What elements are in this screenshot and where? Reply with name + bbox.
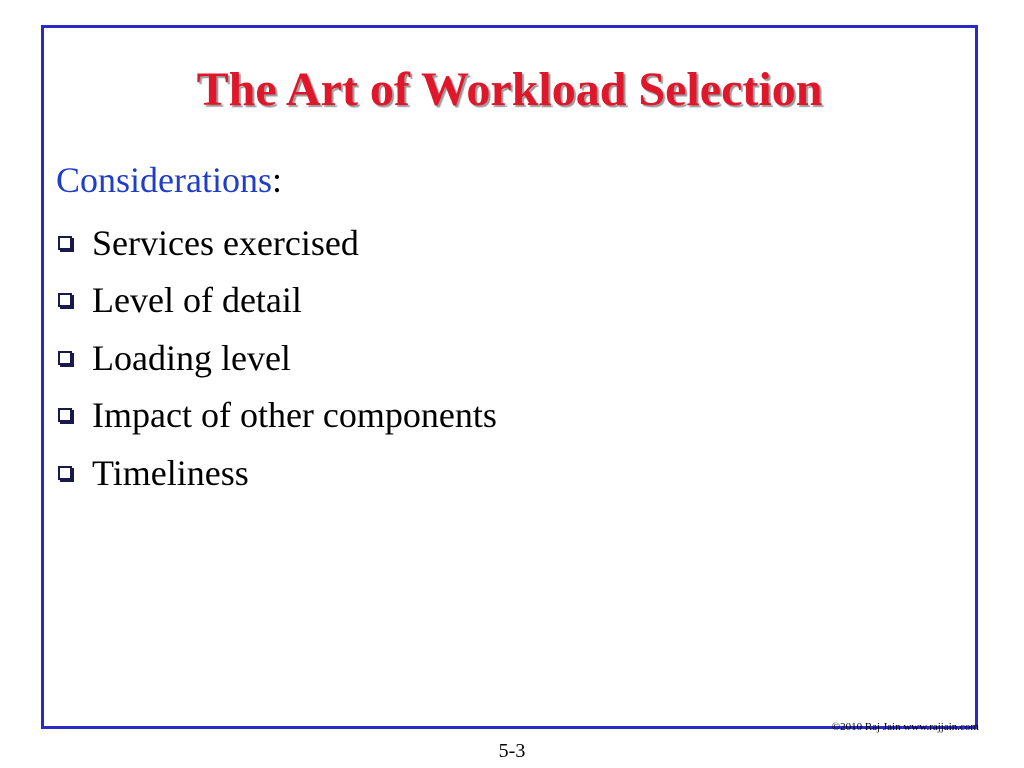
section-heading (56, 158, 282, 202)
bullet-text: Timeliness (92, 452, 249, 493)
bullet-item (56, 214, 497, 272)
bullet-text: Loading level (92, 337, 291, 378)
bullet-text: Impact of other components (92, 395, 497, 436)
square-bullet-icon (58, 351, 72, 365)
section-heading-label: Considerations (56, 160, 272, 200)
bullet-item (56, 272, 497, 330)
bullet-item (56, 444, 497, 502)
square-bullet-icon (58, 236, 72, 250)
square-bullet-icon (58, 293, 72, 307)
slide-frame (41, 25, 979, 733)
bullet-text: Level of detail (92, 280, 302, 321)
bullet-text: Services exercised (92, 222, 359, 263)
bullet-item (56, 387, 497, 445)
copyright-notice: ©2010 Raj Jain www.rajjain.com (831, 721, 979, 733)
square-bullet-icon (58, 466, 72, 480)
section-heading-suffix: : (271, 160, 282, 200)
square-bullet-icon (58, 408, 72, 422)
bullet-list (56, 214, 497, 502)
bullet-item (56, 329, 497, 387)
slide-title: The Art of Workload Selection (196, 63, 823, 116)
page-number: 5-3 (498, 740, 526, 762)
